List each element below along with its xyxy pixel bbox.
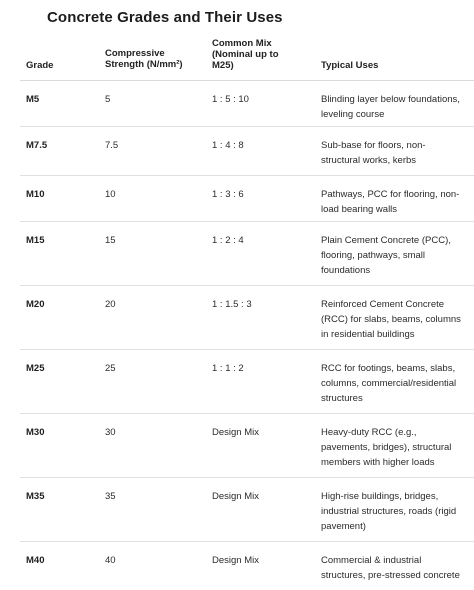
header-strength bbox=[105, 48, 183, 70]
uses-line: Commercial & industrial bbox=[321, 555, 422, 566]
table-row bbox=[20, 81, 474, 127]
table-row bbox=[20, 286, 474, 350]
uses-line: pavements, bridges), structural bbox=[321, 442, 452, 454]
grade-cell: M10 bbox=[26, 189, 45, 200]
uses-line: High-rise buildings, bridges, bbox=[321, 491, 439, 502]
mix-cell: 1 : 1.5 : 3 bbox=[212, 299, 252, 310]
uses-cell bbox=[321, 187, 469, 217]
uses-line: foundations bbox=[321, 265, 371, 277]
header-mix-line3: M25) bbox=[212, 60, 234, 71]
uses-line: Pathways, PCC for flooring, non- bbox=[321, 189, 460, 200]
uses-cell bbox=[321, 92, 469, 122]
uses-cell bbox=[321, 233, 469, 279]
uses-line: structures, pre-stressed concrete bbox=[321, 570, 460, 582]
uses-line: (RCC) for slabs, beams, columns bbox=[321, 314, 461, 326]
table-header-row bbox=[20, 38, 474, 81]
strength-cell: 30 bbox=[105, 427, 116, 438]
uses-cell bbox=[321, 553, 469, 583]
mix-cell: 1 : 1 : 2 bbox=[212, 363, 244, 374]
table-row bbox=[20, 350, 474, 414]
strength-cell: 40 bbox=[105, 555, 116, 566]
strength-cell: 7.5 bbox=[105, 140, 119, 151]
uses-cell bbox=[321, 425, 469, 471]
uses-line: columns, commercial/residential bbox=[321, 378, 457, 390]
grade-cell: M25 bbox=[26, 363, 45, 374]
uses-line: industrial structures, roads (rigid bbox=[321, 506, 457, 518]
mix-cell: 1 : 3 : 6 bbox=[212, 189, 244, 200]
uses-line: leveling course bbox=[321, 109, 385, 121]
strength-cell: 25 bbox=[105, 363, 116, 374]
grade-cell: M5 bbox=[26, 94, 40, 105]
grade-cell: M20 bbox=[26, 299, 45, 310]
uses-line: Reinforced Cement Concrete bbox=[321, 299, 445, 310]
mix-cell: 1 : 2 : 4 bbox=[212, 235, 244, 246]
uses-line: pavement) bbox=[321, 521, 366, 533]
uses-cell bbox=[321, 489, 469, 535]
mix-cell: Design Mix bbox=[212, 427, 259, 438]
strength-cell: 15 bbox=[105, 235, 116, 246]
header-strength-line2: Strength (N/mm²) bbox=[105, 59, 183, 70]
table-row bbox=[20, 478, 474, 542]
uses-line: RCC for footings, beams, slabs, bbox=[321, 363, 456, 374]
strength-cell: 5 bbox=[105, 94, 111, 105]
strength-cell: 35 bbox=[105, 491, 116, 502]
uses-cell bbox=[321, 361, 469, 407]
uses-cell bbox=[321, 138, 469, 168]
grade-cell: M35 bbox=[26, 491, 45, 502]
grade-cell: M40 bbox=[26, 555, 45, 566]
table-row bbox=[20, 127, 474, 176]
uses-line: flooring, pathways, small bbox=[321, 250, 426, 262]
uses-line: structural works, kerbs bbox=[321, 155, 417, 167]
header-strength-line1: Compressive bbox=[105, 48, 165, 59]
mix-cell: 1 : 4 : 8 bbox=[212, 140, 244, 151]
uses-cell bbox=[321, 297, 469, 343]
table-row bbox=[20, 176, 474, 222]
table-row bbox=[20, 542, 474, 590]
grade-cell: M30 bbox=[26, 427, 45, 438]
page-title: Concrete Grades and Their Uses bbox=[47, 9, 283, 26]
grade-cell: M7.5 bbox=[26, 140, 48, 151]
header-mix-line2: (Nominal up to bbox=[212, 49, 279, 60]
grade-cell: M15 bbox=[26, 235, 45, 246]
uses-line: Sub-base for floors, non- bbox=[321, 140, 426, 151]
strength-cell: 20 bbox=[105, 299, 116, 310]
uses-line: load bearing walls bbox=[321, 204, 398, 216]
header-mix bbox=[212, 38, 279, 71]
mix-cell: Design Mix bbox=[212, 491, 259, 502]
header-uses: Typical Uses bbox=[321, 60, 379, 71]
mix-cell: Design Mix bbox=[212, 555, 259, 566]
concrete-grades-table bbox=[20, 38, 474, 590]
uses-line: in residential buildings bbox=[321, 329, 415, 341]
header-mix-line1: Common Mix bbox=[212, 38, 272, 49]
uses-line: structures bbox=[321, 393, 363, 405]
mix-cell: 1 : 5 : 10 bbox=[212, 94, 249, 105]
uses-line: members with higher loads bbox=[321, 457, 435, 469]
header-grade: Grade bbox=[26, 60, 54, 71]
strength-cell: 10 bbox=[105, 189, 116, 200]
table-row bbox=[20, 414, 474, 478]
uses-line: Plain Cement Concrete (PCC), bbox=[321, 235, 451, 246]
table-body bbox=[20, 81, 474, 590]
uses-line: Heavy-duty RCC (e.g., bbox=[321, 427, 417, 438]
uses-line: Blinding layer below foundations, bbox=[321, 94, 460, 105]
table-row bbox=[20, 222, 474, 286]
